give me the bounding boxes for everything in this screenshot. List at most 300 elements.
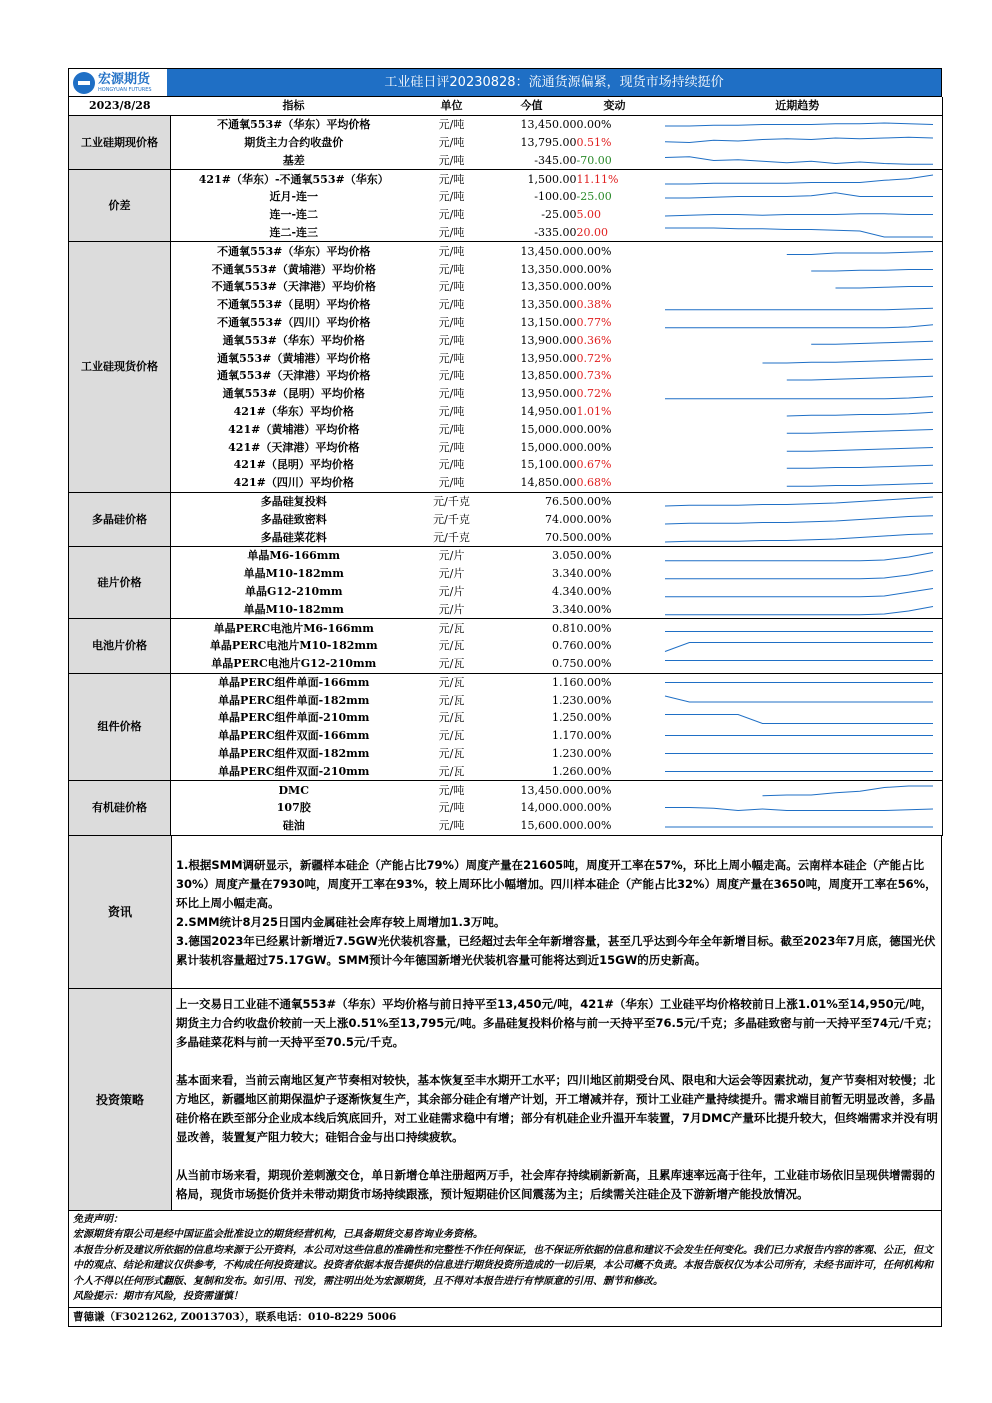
- change-cell: 0.00%: [576, 494, 612, 508]
- trend-cell: [653, 745, 943, 763]
- table-row: [69, 709, 943, 727]
- indicator-name: 421#（四川）平均价格: [171, 474, 417, 492]
- unit-cell: 元/吨: [438, 404, 465, 418]
- change-cell: 11.11%: [576, 172, 619, 186]
- trend-sparkline: [653, 456, 943, 473]
- unit-cell: 元/瓦: [438, 747, 465, 761]
- trend-sparkline: [653, 224, 943, 241]
- unit-cell: 元/吨: [438, 262, 465, 276]
- sparkline-path: [665, 497, 933, 506]
- value-cell: 3.34: [487, 600, 577, 618]
- change-cell: 20.00: [577, 224, 653, 242]
- unit-cell: 元/千克: [433, 494, 470, 508]
- unit-cell: 元/瓦: [438, 693, 465, 707]
- indicator-name: 连二-连三: [171, 224, 417, 242]
- indicator-name: 不通氧553#（天津港）平均价格: [211, 280, 376, 294]
- change-cell: 0.36%: [576, 333, 612, 347]
- trend-sparkline: [653, 116, 943, 133]
- sparkline-path: [665, 157, 933, 165]
- table-row: [69, 331, 943, 349]
- trend-sparkline: [653, 655, 943, 672]
- disclaimer-line: 风险提示：期市有风险，投资需谨慎！: [73, 1291, 243, 1303]
- sparkline-path: [665, 228, 933, 237]
- table-row: [69, 296, 943, 314]
- col-indicator: 指标: [171, 97, 417, 115]
- value-cell: 14,950.00: [520, 404, 577, 418]
- table-row: [69, 655, 943, 673]
- report-title: 工业硅日评20230828：流通货源偏紧，现货市场持续挺价: [384, 75, 724, 90]
- trend-cell: [653, 762, 943, 780]
- indicator-name: 多晶硅菜花料: [171, 528, 417, 546]
- change-cell: 0.00%: [576, 729, 612, 743]
- value-cell: 74.00: [545, 512, 577, 526]
- indicator-name: 单晶PERC电池片M6-166mm: [213, 621, 374, 635]
- col-value: 今值: [487, 97, 577, 115]
- indicator-name: 单晶PERC电池片G12-210mm: [171, 655, 417, 673]
- indicator-name: 不通氧553#（华东）平均价格: [217, 244, 371, 258]
- value-cell: 13,150.00: [520, 315, 577, 329]
- trend-cell: [653, 781, 943, 799]
- value-cell: 1.16: [552, 675, 577, 689]
- unit-cell: 元/千克: [433, 512, 470, 526]
- table-row: [69, 600, 943, 618]
- disclaimer-title: 免责声明：: [73, 1213, 123, 1225]
- indicator-name: 通氧553#（天津港）平均价格: [217, 369, 371, 383]
- trend-cell: [653, 278, 943, 296]
- table-row: [69, 510, 943, 528]
- sparkline-path: [665, 214, 933, 216]
- sparkline-path: [811, 269, 933, 271]
- value-cell: 14,000.00: [520, 801, 577, 815]
- strategy-body: [172, 989, 941, 1210]
- sparkline-path: [665, 193, 933, 198]
- unit-cell: 元/吨: [438, 387, 465, 401]
- trend-sparkline: [653, 817, 943, 834]
- change-cell: -25.00: [576, 190, 612, 204]
- indicator-name: 不通氧553#（华东）平均价格: [217, 118, 371, 132]
- sparkline-path: [665, 533, 933, 541]
- sparkline-path: [762, 359, 933, 363]
- unit-cell: 元/片: [438, 567, 465, 581]
- indicator-name: 多晶硅致密料: [260, 512, 327, 526]
- change-cell: 0.00%: [576, 639, 612, 653]
- indicator-name: 硅油: [171, 817, 417, 835]
- table-row: [69, 170, 943, 188]
- indicator-name: 单晶G12-210mm: [244, 584, 343, 598]
- change-cell: 0.00%: [576, 244, 612, 258]
- indicator-name: 单晶PERC组件单面-210mm: [218, 711, 370, 725]
- unit-cell: 元/吨: [417, 474, 487, 492]
- table-row: [69, 367, 943, 385]
- indicator-name: 期货主力合约收盘价: [244, 135, 344, 149]
- indicator-name: 单晶M10-182mm: [171, 600, 417, 618]
- unit-cell: 元/瓦: [438, 675, 465, 689]
- trend-sparkline: [653, 763, 943, 780]
- unit-cell: 元/吨: [438, 783, 465, 797]
- indicator-name: 421#（华东）平均价格: [233, 404, 354, 418]
- sparkline-path: [665, 808, 933, 811]
- table-row: [69, 583, 943, 601]
- unit-cell: 元/吨: [438, 208, 465, 222]
- trend-sparkline: [653, 529, 943, 546]
- price-table: [68, 97, 943, 836]
- table-row: [69, 206, 943, 224]
- trend-cell: [653, 438, 943, 456]
- sparkline-path: [665, 715, 933, 724]
- sparkline-path: [665, 696, 933, 702]
- table-row: [69, 349, 943, 367]
- value-cell: -345.00: [487, 151, 577, 169]
- table-row: [69, 619, 943, 637]
- trend-sparkline: [653, 474, 943, 491]
- trend-sparkline: [653, 620, 943, 637]
- trend-sparkline: [653, 367, 943, 384]
- indicator-name: 通氧553#（华东）平均价格: [222, 333, 365, 347]
- news-item: 3.德国2023年已经累计新增近7.5GW光伏装机容量，已经超过去年全年新增容量，甚至几乎达到今年全年新增目标。截至2023年7月底，德国光伏累计装机容量超过75.17GW。SMM预计今年德国新增光伏装机容量可能将达到近15GW的历史新高。: [176, 933, 936, 967]
- trend-cell: [653, 170, 943, 188]
- disclaimer-line: 本报告分析及建议所依据的信息均来源于公开资料，本公司对这些信息的准确性和完整性不作任何保证，也不保证所依据的信息和建议不会发生任何变化。我们已力求报告内容的客观、公正，但文中的观点、结论和建议仅供参考，不构成任何投资建议。投资者依据本报告提供的信息进行期货投资所造成的一切后果，本公司概不负责。本报告版权仅为本公司所有，未经书面许可，任何机构和个人不得以任何形式翻版、复制和发布。如引用、刊发，需注明出处为宏源期货，且不得对本报告进行有悖原意的引用、删节和修改。: [73, 1244, 933, 1287]
- sparkline-path: [811, 341, 933, 344]
- table-row: [69, 727, 943, 745]
- news-section: [68, 836, 942, 989]
- category-label: 电池片价格: [69, 619, 171, 673]
- value-cell: 15,100.00: [520, 458, 577, 472]
- table-row: [69, 637, 943, 655]
- indicator-name: 421#（黄埔港）平均价格: [228, 422, 360, 436]
- trend-cell: [653, 115, 943, 133]
- change-cell: 0.51%: [576, 135, 612, 149]
- unit-cell: 元/吨: [438, 298, 465, 312]
- change-cell: 0.00%: [577, 600, 653, 618]
- trend-cell: [653, 691, 943, 709]
- trend-sparkline: [653, 278, 943, 295]
- indicator-name: 多晶硅复投料: [260, 494, 327, 508]
- sparkline-path: [786, 377, 932, 381]
- value-cell: 15,600.00: [487, 817, 577, 835]
- sparkline-path: [665, 175, 933, 184]
- indicator-name: 421#（昆明）平均价格: [233, 458, 354, 472]
- table-row: [69, 115, 943, 133]
- value-cell: 13,350.00: [520, 298, 577, 312]
- unit-cell: 元/吨: [438, 244, 465, 258]
- trend-sparkline: [653, 296, 943, 313]
- sparkline-path: [786, 412, 932, 416]
- category-label: 工业硅期现价格: [69, 115, 171, 169]
- sparkline-path: [786, 447, 932, 451]
- value-cell: 1.17: [552, 729, 577, 743]
- indicator-name: 单晶PERC组件双面-182mm: [218, 747, 370, 761]
- sparkline-path: [665, 137, 933, 142]
- logo-cn: 宏源期货: [98, 71, 151, 87]
- sparkline-path: [786, 483, 932, 486]
- change-cell: 0.00%: [576, 783, 612, 797]
- indicator-name: 连一-连二: [269, 208, 319, 222]
- table-row: [69, 781, 943, 799]
- indicator-name: 近月-连一: [269, 190, 319, 204]
- unit-cell: 元/吨: [438, 315, 465, 329]
- trend-sparkline: [653, 350, 943, 367]
- value-cell: 70.50: [487, 528, 577, 546]
- category-label: 工业硅现货价格: [69, 242, 171, 492]
- indicator-name: 不通氧553#（四川）平均价格: [217, 315, 371, 329]
- trend-cell: [653, 331, 943, 349]
- sparkline-path: [665, 123, 933, 126]
- indicator-name: 通氧553#（昆明）平均价格: [222, 387, 365, 401]
- value-cell: 76.50: [545, 494, 577, 508]
- disclaimer: [68, 1211, 942, 1308]
- indicator-name: 单晶PERC组件单面-182mm: [218, 693, 370, 707]
- unit-cell: 元/吨: [438, 333, 465, 347]
- unit-cell: 元/吨: [438, 280, 465, 294]
- indicator-name: 基差: [171, 151, 417, 169]
- value-cell: 13,450.00: [520, 783, 577, 797]
- indicator-name: 单晶M6-166mm: [247, 549, 341, 563]
- trend-sparkline: [653, 439, 943, 456]
- trend-sparkline: [653, 403, 943, 420]
- change-cell: 0.00%: [576, 118, 612, 132]
- report-sheet: [68, 68, 942, 1327]
- trend-cell: [653, 565, 943, 583]
- analyst-contact: 曹德谦（F3021262, Z0013703），联系电话：010-8229 5006: [68, 1308, 942, 1327]
- change-cell: 0.77%: [576, 315, 612, 329]
- unit-cell: 元/瓦: [417, 762, 487, 780]
- trend-cell: [653, 349, 943, 367]
- value-cell: -25.00: [541, 208, 577, 222]
- trend-sparkline: [653, 547, 943, 564]
- trend-cell: [653, 420, 943, 438]
- value-cell: 13,950.00: [520, 351, 577, 365]
- change-cell: 0.00%: [576, 711, 612, 725]
- value-cell: 13,450.00: [520, 118, 577, 132]
- table-row: [69, 456, 943, 474]
- unit-cell: 元/吨: [438, 135, 465, 149]
- change-cell: 0.67%: [576, 458, 612, 472]
- value-cell: 13,450.00: [520, 244, 577, 258]
- indicator-name: 单晶PERC组件单面-166mm: [218, 675, 370, 689]
- category-label: 有机硅价格: [69, 781, 171, 835]
- news-item: 1.根据SMM调研显示，新疆样本硅企（产能占比79%）周度产量在21605吨，周度开工率在57%，环比上周小幅走高。云南样本硅企（产能占比30%）周度产量在7930吨，周度开工率在93%，较上周环比小幅增加。四川样本硅企（产能占比32%）周度产量在3650吨，周度开工率在56%，环比上周小幅走高。: [176, 857, 937, 910]
- trend-cell: [653, 528, 943, 546]
- value-cell: 1.23: [552, 693, 577, 707]
- change-cell: 0.72%: [576, 351, 612, 365]
- change-cell: 0.68%: [577, 474, 653, 492]
- indicator-name: 421#（天津港）平均价格: [228, 440, 360, 454]
- sparkline-path: [665, 397, 933, 399]
- value-cell: 13,350.00: [520, 262, 577, 276]
- trend-cell: [653, 510, 943, 528]
- strategy-paragraph: 从当前市场来看，期现价差刺激交仓，单日新增仓单注册超两万手，社会库存持续刷新新高，且累库速率远高于往年，工业硅市场依旧呈现供增需弱的格局，现货市场挺价货并未带动期货市场持续跟涨，预计短期硅价区间震荡为主；后续需关注硅企及下游新增产能投放情况。: [176, 1167, 935, 1201]
- logo-en: HONGYUAN FUTURES: [98, 86, 152, 93]
- change-cell: 0.00%: [576, 801, 612, 815]
- unit-cell: 元/瓦: [438, 729, 465, 743]
- trend-sparkline: [653, 188, 943, 205]
- table-row: [69, 403, 943, 421]
- unit-cell: 元/吨: [438, 190, 465, 204]
- trend-cell: [653, 637, 943, 655]
- change-cell: 0.00%: [577, 655, 653, 673]
- unit-cell: 元/瓦: [438, 621, 465, 635]
- change-cell: -70.00: [577, 151, 653, 169]
- trend-sparkline: [653, 171, 943, 188]
- column-header-row: [69, 97, 943, 115]
- unit-cell: 元/吨: [417, 224, 487, 242]
- value-cell: -335.00: [487, 224, 577, 242]
- value-cell: 0.75: [487, 655, 577, 673]
- unit-cell: 元/瓦: [438, 711, 465, 725]
- strategy-paragraph: 上一交易日工业硅不通氧553#（华东）平均价格与前日持平至13,450元/吨，421#（华东）工业硅平均价格较前日上涨1.01%至14,950元/吨，期货主力合约收盘价较前一天上涨0.51%至13,795元/吨。多晶硅复投料价格与前一天持平至76.5元/千克；多晶硅致密与前一天持平至74元/千克；多晶硅菜花料与前一天持平至70.5元/千克。: [176, 996, 939, 1049]
- sparkline-path: [786, 251, 932, 254]
- unit-cell: 元/片: [417, 600, 487, 618]
- trend-sparkline: [653, 493, 943, 510]
- trend-cell: [653, 709, 943, 727]
- trend-sparkline: [653, 674, 943, 691]
- unit-cell: 元/吨: [438, 369, 465, 383]
- change-cell: 0.00%: [576, 747, 612, 761]
- trend-sparkline: [653, 385, 943, 402]
- trend-sparkline: [653, 709, 943, 726]
- sparkline-path: [665, 325, 933, 328]
- trend-cell: [653, 456, 943, 474]
- news-item: 2.SMM统计8月25日国内金属硅社会库存较上周增加1.3万吨。: [176, 914, 506, 929]
- value-cell: 3.34: [552, 567, 577, 581]
- trend-cell: [653, 134, 943, 152]
- trend-cell: [653, 799, 943, 817]
- indicator-name: 107胶: [276, 801, 311, 815]
- value-cell: 15,000.00: [520, 422, 577, 436]
- trend-cell: [653, 296, 943, 314]
- unit-cell: 元/吨: [438, 801, 465, 815]
- change-cell: 0.00%: [576, 262, 612, 276]
- trend-cell: [653, 673, 943, 691]
- trend-sparkline: [653, 332, 943, 349]
- indicator-name: 通氧553#（黄埔港）平均价格: [217, 351, 371, 365]
- value-cell: 4.34: [552, 584, 577, 598]
- news-label: 资讯: [69, 836, 172, 988]
- table-row: [69, 762, 943, 780]
- table-row: [69, 188, 943, 206]
- change-cell: 0.00%: [576, 567, 612, 581]
- sparkline-path: [786, 466, 932, 469]
- indicator-name: 单晶M10-182mm: [243, 567, 344, 581]
- unit-cell: 元/瓦: [417, 655, 487, 673]
- strategy-paragraph: 基本面来看，当前云南地区复产节奏相对较快，基本恢复至丰水期开工水平；四川地区前期受台风、限电和大运会等因素扰动，复产节奏相对较慢；北方地区，新疆地区前期保温炉子逐渐恢复生产，其余部分硅企有增产计划，开工增减并存，预计工业硅产量持续提升。需求端目前暂无明显改善，多晶硅价格在跌至部分企业成本线后筑底回升，对工业硅需求稳中有增；部分有机硅企业升温开车装置，7月DMC产量环比提升较大，但终端需求并没有明显改善，装置复产阻力较大；硅铝合金与出口持续疲软。: [176, 1072, 938, 1144]
- value-cell: 1.26: [487, 762, 577, 780]
- value-cell: 3.05: [552, 549, 577, 563]
- trend-sparkline: [653, 511, 943, 528]
- sparkline-path: [665, 643, 933, 652]
- table-row: [69, 242, 943, 260]
- sparkline-path: [786, 429, 932, 433]
- trend-sparkline: [653, 565, 943, 582]
- unit-cell: 元/片: [438, 549, 465, 563]
- change-cell: 0.00%: [577, 762, 653, 780]
- logo-icon: [73, 72, 95, 94]
- strategy-section: [68, 989, 942, 1211]
- value-cell: 13,850.00: [520, 369, 577, 383]
- change-cell: 0.72%: [576, 387, 612, 401]
- value-cell: 13,795.00: [520, 135, 577, 149]
- table-row: [69, 565, 943, 583]
- trend-cell: [653, 188, 943, 206]
- sparkline-path: [665, 606, 933, 614]
- unit-cell: 元/吨: [417, 151, 487, 169]
- trend-sparkline: [653, 727, 943, 744]
- change-cell: 0.00%: [577, 817, 653, 835]
- table-row: [69, 420, 943, 438]
- value-cell: 14,850.00: [487, 474, 577, 492]
- col-change: 变动: [577, 97, 653, 115]
- sparkline-path: [665, 553, 933, 561]
- sparkline-path: [665, 308, 933, 310]
- value-cell: 1,500.00: [527, 172, 577, 186]
- trend-sparkline: [653, 583, 943, 600]
- change-cell: 0.00%: [576, 693, 612, 707]
- indicator-name: 不通氧553#（昆明）平均价格: [217, 298, 371, 312]
- table-row: [69, 745, 943, 763]
- value-cell: 15,000.00: [520, 440, 577, 454]
- trend-cell: [653, 385, 943, 403]
- table-row: [69, 151, 943, 169]
- value-cell: 0.81: [552, 621, 577, 635]
- change-cell: 0.00%: [577, 528, 653, 546]
- category-label: 硅片价格: [69, 546, 171, 618]
- table-row: [69, 673, 943, 691]
- trend-cell: [653, 206, 943, 224]
- table-row: [69, 260, 943, 278]
- trend-cell: [653, 242, 943, 260]
- trend-cell: [653, 655, 943, 673]
- change-cell: 0.00%: [576, 422, 612, 436]
- trend-sparkline: [653, 243, 943, 260]
- table-row: [69, 224, 943, 242]
- table-row: [69, 134, 943, 152]
- value-cell: 1.25: [552, 711, 577, 725]
- sparkline-path: [665, 588, 933, 596]
- trend-sparkline: [653, 601, 943, 618]
- trend-sparkline: [653, 637, 943, 654]
- trend-sparkline: [653, 745, 943, 762]
- trend-cell: [653, 151, 943, 169]
- indicator-name: 单晶PERC电池片M10-182mm: [209, 639, 378, 653]
- unit-cell: 元/吨: [417, 817, 487, 835]
- value-cell: -100.00: [534, 190, 577, 204]
- trend-sparkline: [653, 799, 943, 816]
- table-row: [69, 438, 943, 456]
- trend-sparkline: [653, 782, 943, 799]
- table-row: [69, 817, 943, 835]
- category-label: 多晶硅价格: [69, 492, 171, 546]
- indicator-name: 不通氧553#（黄埔港）平均价格: [211, 262, 376, 276]
- trend-cell: [653, 474, 943, 492]
- trend-sparkline: [653, 261, 943, 278]
- table-row: [69, 278, 943, 296]
- change-cell: 0.00%: [576, 440, 612, 454]
- value-cell: 0.76: [552, 639, 577, 653]
- change-cell: 0.38%: [576, 298, 612, 312]
- trend-cell: [653, 583, 943, 601]
- disclaimer-line: 宏源期货有限公司是经中国证监会批准设立的期货经营机构，已具备期货交易咨询业务资格。: [73, 1229, 483, 1241]
- company-logo: [69, 69, 167, 96]
- table-row: [69, 474, 943, 492]
- sparkline-path: [665, 516, 933, 524]
- trend-cell: [653, 492, 943, 510]
- trend-cell: [653, 224, 943, 242]
- sparkline-path: [665, 571, 933, 579]
- table-row: [69, 385, 943, 403]
- sparkline-path: [762, 786, 933, 796]
- trend-cell: [653, 367, 943, 385]
- indicator-name: DMC: [278, 783, 309, 797]
